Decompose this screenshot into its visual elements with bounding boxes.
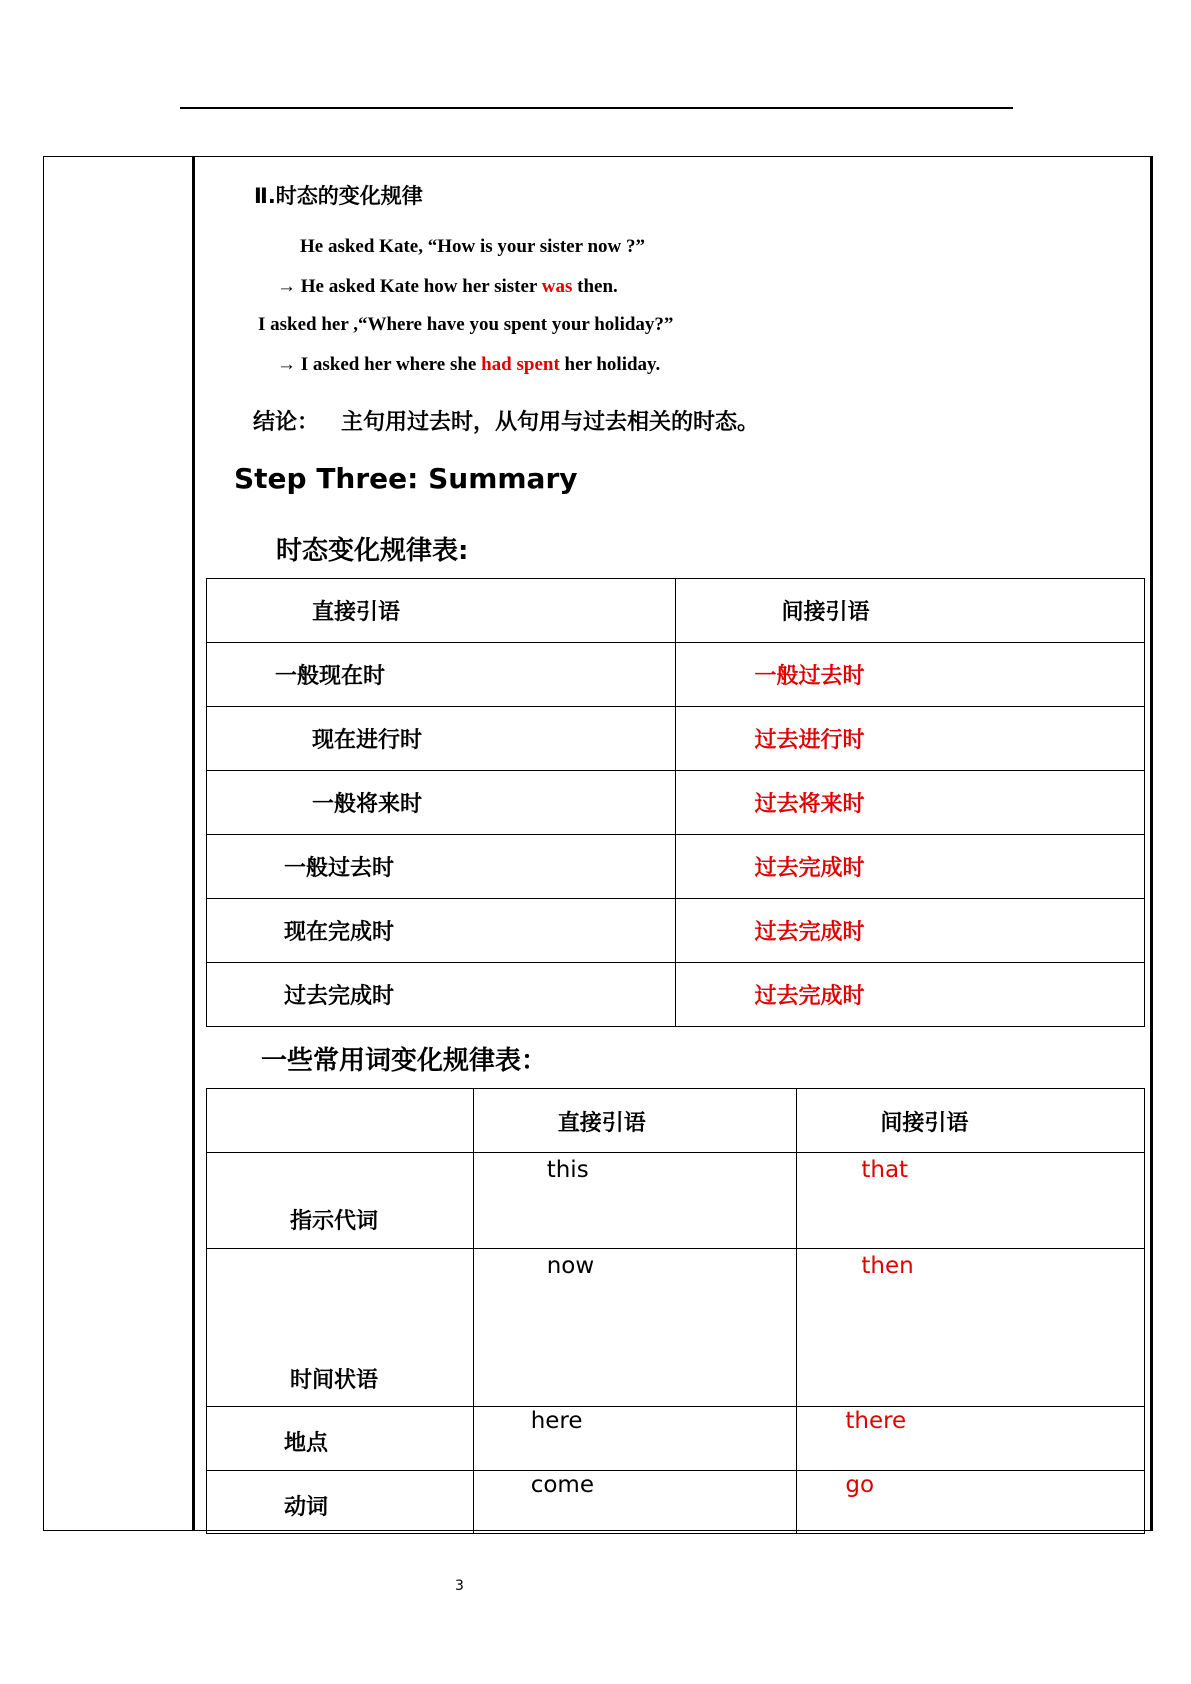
table-row — [207, 771, 1145, 835]
indirect-word-cell: there — [797, 1407, 1145, 1471]
step-title: Step Three: Summary — [234, 462, 578, 495]
table-header: 直接引语 — [473, 1089, 797, 1153]
word-table-title: 一些常用词变化规律表： — [261, 1046, 548, 1076]
table-cell: 过去完成时 — [207, 963, 676, 1027]
direct-word-cell: this — [473, 1153, 797, 1249]
table-cell: 现在进行时 — [207, 707, 676, 771]
table-cell: 一般将来时 — [207, 771, 676, 835]
frame-right-border — [1150, 156, 1153, 1531]
table-header: 间接引语 — [675, 579, 1145, 643]
highlight-word: was — [541, 276, 573, 297]
direct-word-cell: here — [473, 1407, 797, 1471]
table-row — [207, 1407, 1145, 1471]
page-number: 3 — [455, 1578, 464, 1594]
example-sentence: I asked her ,“Where have you spent your holiday?” — [258, 314, 674, 335]
table-row — [207, 1249, 1145, 1407]
table-row — [207, 899, 1145, 963]
example-sentence: → I asked her where she had spent her holiday. — [277, 354, 661, 375]
direct-word-cell: now — [473, 1249, 797, 1407]
table-row — [207, 643, 1145, 707]
direct-word-cell: come — [473, 1471, 797, 1534]
table-header: 间接引语 — [797, 1089, 1145, 1153]
indirect-word-cell: that — [797, 1153, 1145, 1249]
table-row — [207, 835, 1145, 899]
table-cell: 过去完成时 — [675, 963, 1145, 1027]
tense-table-title: 时态变化规律表: — [276, 536, 469, 566]
word-table — [206, 1088, 1145, 1534]
example-sentence: He asked Kate, “How is your sister now ?” — [300, 236, 645, 257]
category-cell: 时间状语 — [207, 1249, 474, 1407]
header-rule — [180, 107, 1013, 109]
table-row — [207, 1153, 1145, 1249]
category-cell: 地点 — [207, 1407, 474, 1471]
table-row — [207, 1471, 1145, 1534]
table-cell: 一般过去时 — [207, 835, 676, 899]
table-cell: 过去完成时 — [675, 899, 1145, 963]
table-header — [207, 1089, 474, 1153]
table-cell: 过去完成时 — [675, 835, 1145, 899]
category-cell: 动词 — [207, 1471, 474, 1534]
example-sentence: → He asked Kate how her sister was then. — [277, 276, 618, 297]
table-header-row — [207, 579, 1145, 643]
indirect-word-cell: go — [797, 1471, 1145, 1534]
column-divider — [192, 156, 195, 1531]
table-cell: 过去进行时 — [675, 707, 1145, 771]
table-cell: 一般现在时 — [207, 643, 676, 707]
table-cell: 现在完成时 — [207, 899, 676, 963]
conclusion-label: 结论： — [253, 410, 320, 435]
table-row — [207, 707, 1145, 771]
conclusion-text: 主句用过去时，从句用与过去相关的时态。 — [341, 410, 760, 435]
table-header-row — [207, 1089, 1145, 1153]
highlight-word: had spent — [481, 354, 560, 375]
table-cell: 过去将来时 — [675, 771, 1145, 835]
table-row — [207, 963, 1145, 1027]
table-cell: 一般过去时 — [675, 643, 1145, 707]
table-header: 直接引语 — [207, 579, 676, 643]
section-heading: Ⅱ.时态的变化规律 — [254, 184, 423, 208]
conclusion — [253, 405, 759, 436]
category-cell: 指示代词 — [207, 1153, 474, 1249]
tense-table — [206, 578, 1145, 1027]
indirect-word-cell: then — [797, 1249, 1145, 1407]
